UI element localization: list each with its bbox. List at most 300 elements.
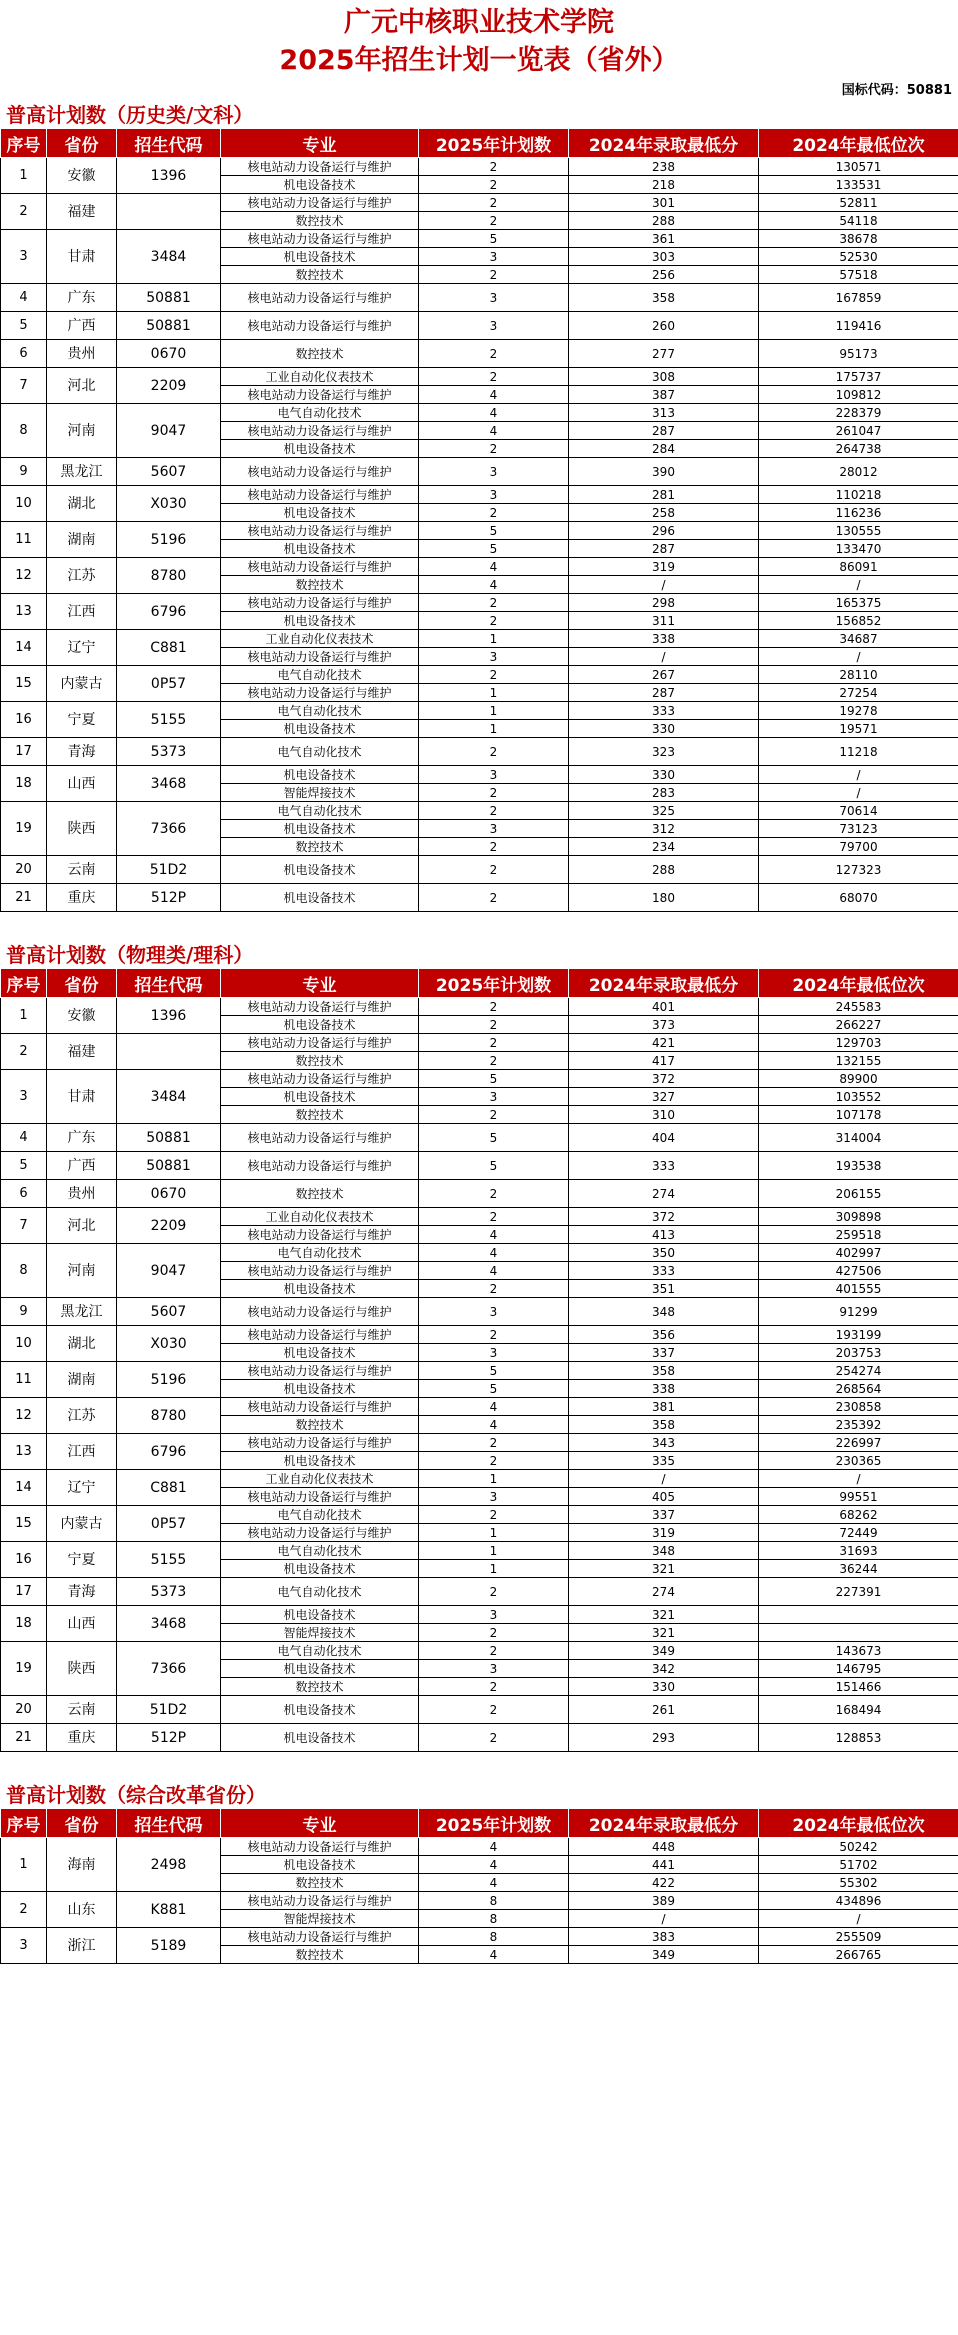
min-score-cell: 310 bbox=[569, 1106, 759, 1124]
min-score-cell: 389 bbox=[569, 1892, 759, 1910]
min-rank-cell: / bbox=[759, 784, 958, 802]
index-cell: 2 bbox=[1, 194, 47, 230]
section-spacer bbox=[0, 912, 958, 942]
enroll-code-cell: 9047 bbox=[117, 404, 221, 458]
table-row bbox=[1, 666, 958, 684]
min-rank-cell: 79700 bbox=[759, 838, 958, 856]
column-header: 专业 bbox=[221, 129, 419, 158]
enroll-code-cell: 8780 bbox=[117, 558, 221, 594]
plan-count-cell: 4 bbox=[419, 1838, 569, 1856]
table-row bbox=[1, 368, 958, 386]
province-cell: 河南 bbox=[47, 1244, 117, 1298]
min-rank-cell: 34687 bbox=[759, 630, 958, 648]
min-score-cell: 313 bbox=[569, 404, 759, 422]
min-rank-cell: 31693 bbox=[759, 1542, 958, 1560]
min-score-cell: / bbox=[569, 1910, 759, 1928]
enroll-code-cell bbox=[117, 194, 221, 230]
enroll-code-cell: X030 bbox=[117, 1326, 221, 1362]
major-cell: 机电设备技术 bbox=[221, 720, 419, 738]
min-rank-cell: 19278 bbox=[759, 702, 958, 720]
plan-count-cell: 2 bbox=[419, 1106, 569, 1124]
min-score-cell: 349 bbox=[569, 1946, 759, 1964]
min-rank-cell: 230365 bbox=[759, 1452, 958, 1470]
min-rank-cell: 57518 bbox=[759, 266, 958, 284]
table-row bbox=[1, 1642, 958, 1660]
enroll-code-cell: 6796 bbox=[117, 1434, 221, 1470]
enroll-code-cell: 50881 bbox=[117, 1152, 221, 1180]
plan-count-cell: 2 bbox=[419, 666, 569, 684]
min-rank-cell: 255509 bbox=[759, 1928, 958, 1946]
min-rank-cell: 402997 bbox=[759, 1244, 958, 1262]
min-score-cell: 301 bbox=[569, 194, 759, 212]
min-score-cell: 218 bbox=[569, 176, 759, 194]
plan-count-cell: 3 bbox=[419, 1298, 569, 1326]
min-score-cell: 261 bbox=[569, 1696, 759, 1724]
min-score-cell: 330 bbox=[569, 720, 759, 738]
major-cell: 机电设备技术 bbox=[221, 1016, 419, 1034]
province-cell: 江西 bbox=[47, 1434, 117, 1470]
table-row bbox=[1, 1070, 958, 1088]
major-cell: 机电设备技术 bbox=[221, 1452, 419, 1470]
major-cell: 机电设备技术 bbox=[221, 766, 419, 784]
min-score-cell: 298 bbox=[569, 594, 759, 612]
major-cell: 机电设备技术 bbox=[221, 1696, 419, 1724]
min-rank-cell: 107178 bbox=[759, 1106, 958, 1124]
plan-count-cell: 3 bbox=[419, 766, 569, 784]
major-cell: 数控技术 bbox=[221, 1416, 419, 1434]
major-cell: 机电设备技术 bbox=[221, 1724, 419, 1752]
index-cell: 21 bbox=[1, 884, 47, 912]
min-score-cell: 358 bbox=[569, 1416, 759, 1434]
min-rank-cell: 235392 bbox=[759, 1416, 958, 1434]
min-score-cell: 358 bbox=[569, 1362, 759, 1380]
province-cell: 黑龙江 bbox=[47, 1298, 117, 1326]
min-score-cell: 401 bbox=[569, 998, 759, 1016]
province-cell: 河北 bbox=[47, 368, 117, 404]
min-rank-cell: 165375 bbox=[759, 594, 958, 612]
table-row bbox=[1, 194, 958, 212]
province-cell: 安徽 bbox=[47, 158, 117, 194]
min-score-cell: 267 bbox=[569, 666, 759, 684]
major-cell: 电气自动化技术 bbox=[221, 1578, 419, 1606]
column-header: 招生代码 bbox=[117, 969, 221, 998]
major-cell: 机电设备技术 bbox=[221, 1280, 419, 1298]
table-row bbox=[1, 1434, 958, 1452]
min-score-cell: 312 bbox=[569, 820, 759, 838]
major-cell: 机电设备技术 bbox=[221, 1088, 419, 1106]
major-cell: 工业自动化仪表技术 bbox=[221, 630, 419, 648]
min-score-cell: 321 bbox=[569, 1624, 759, 1642]
column-header: 序号 bbox=[1, 969, 47, 998]
plan-count-cell: 4 bbox=[419, 1398, 569, 1416]
province-cell: 江西 bbox=[47, 594, 117, 630]
index-cell: 7 bbox=[1, 1208, 47, 1244]
plan-count-cell: 2 bbox=[419, 1280, 569, 1298]
major-cell: 核电站动力设备运行与维护 bbox=[221, 1124, 419, 1152]
index-cell: 13 bbox=[1, 594, 47, 630]
min-rank-cell: 434896 bbox=[759, 1892, 958, 1910]
min-rank-cell: 89900 bbox=[759, 1070, 958, 1088]
page-title: 广元中核职业技术学院 bbox=[344, 7, 614, 38]
plan-count-cell: 4 bbox=[419, 386, 569, 404]
index-cell: 12 bbox=[1, 558, 47, 594]
plan-count-cell: 3 bbox=[419, 1606, 569, 1624]
major-cell: 核电站动力设备运行与维护 bbox=[221, 386, 419, 404]
min-rank-cell: / bbox=[759, 576, 958, 594]
min-score-cell: 413 bbox=[569, 1226, 759, 1244]
min-rank-cell: 167859 bbox=[759, 284, 958, 312]
enroll-code-cell: 7366 bbox=[117, 1642, 221, 1696]
table-row bbox=[1, 738, 958, 766]
enroll-code-cell: 5155 bbox=[117, 702, 221, 738]
index-cell: 5 bbox=[1, 312, 47, 340]
major-cell: 机电设备技术 bbox=[221, 540, 419, 558]
min-rank-cell: 86091 bbox=[759, 558, 958, 576]
table-row bbox=[1, 458, 958, 486]
index-cell: 20 bbox=[1, 856, 47, 884]
plan-count-cell: 3 bbox=[419, 248, 569, 266]
plan-count-cell: 4 bbox=[419, 1262, 569, 1280]
plan-count-cell: 1 bbox=[419, 1470, 569, 1488]
min-score-cell: 288 bbox=[569, 856, 759, 884]
plan-count-cell: 1 bbox=[419, 1560, 569, 1578]
min-score-cell: 348 bbox=[569, 1298, 759, 1326]
table-row bbox=[1, 1180, 958, 1208]
plan-count-cell: 5 bbox=[419, 522, 569, 540]
major-cell: 电气自动化技术 bbox=[221, 1642, 419, 1660]
min-score-cell: 303 bbox=[569, 248, 759, 266]
min-rank-cell: 19571 bbox=[759, 720, 958, 738]
min-score-cell: 390 bbox=[569, 458, 759, 486]
major-cell: 核电站动力设备运行与维护 bbox=[221, 1326, 419, 1344]
table-row bbox=[1, 312, 958, 340]
enroll-code-cell: 3468 bbox=[117, 1606, 221, 1642]
min-rank-cell: 427506 bbox=[759, 1262, 958, 1280]
major-cell: 电气自动化技术 bbox=[221, 404, 419, 422]
province-cell: 湖北 bbox=[47, 1326, 117, 1362]
table-row bbox=[1, 1398, 958, 1416]
province-cell: 宁夏 bbox=[47, 1542, 117, 1578]
major-cell: 电气自动化技术 bbox=[221, 802, 419, 820]
plan-count-cell: 1 bbox=[419, 1542, 569, 1560]
table-header-row bbox=[1, 1809, 958, 1838]
table-row bbox=[1, 1578, 958, 1606]
index-cell: 11 bbox=[1, 1362, 47, 1398]
plan-table bbox=[0, 1808, 958, 1964]
min-rank-cell: 309898 bbox=[759, 1208, 958, 1226]
enroll-code-cell: K881 bbox=[117, 1892, 221, 1928]
major-cell: 核电站动力设备运行与维护 bbox=[221, 648, 419, 666]
plan-count-cell: 2 bbox=[419, 1180, 569, 1208]
plan-count-cell: 3 bbox=[419, 820, 569, 838]
major-cell: 智能焊接技术 bbox=[221, 1910, 419, 1928]
min-score-cell: 350 bbox=[569, 1244, 759, 1262]
major-cell: 核电站动力设备运行与维护 bbox=[221, 1226, 419, 1244]
min-rank-cell: 73123 bbox=[759, 820, 958, 838]
enroll-code-cell: 50881 bbox=[117, 284, 221, 312]
plan-count-cell: 2 bbox=[419, 194, 569, 212]
min-rank-cell: 245583 bbox=[759, 998, 958, 1016]
min-score-cell: 238 bbox=[569, 158, 759, 176]
table-row bbox=[1, 1696, 958, 1724]
min-score-cell: 405 bbox=[569, 1488, 759, 1506]
major-cell: 电气自动化技术 bbox=[221, 1244, 419, 1262]
min-rank-cell: 128853 bbox=[759, 1724, 958, 1752]
plan-count-cell: 3 bbox=[419, 284, 569, 312]
plan-count-cell: 5 bbox=[419, 1362, 569, 1380]
column-header: 2025年计划数 bbox=[419, 129, 569, 158]
plan-count-cell: 2 bbox=[419, 1434, 569, 1452]
index-cell: 19 bbox=[1, 802, 47, 856]
major-cell: 数控技术 bbox=[221, 212, 419, 230]
table-row bbox=[1, 522, 958, 540]
enroll-code-cell: 5607 bbox=[117, 458, 221, 486]
table-row bbox=[1, 1892, 958, 1910]
enroll-code-cell: 0670 bbox=[117, 1180, 221, 1208]
plan-count-cell: 2 bbox=[419, 1578, 569, 1606]
major-cell: 机电设备技术 bbox=[221, 1606, 419, 1624]
min-score-cell: 337 bbox=[569, 1344, 759, 1362]
enroll-code-cell bbox=[117, 1034, 221, 1070]
major-cell: 电气自动化技术 bbox=[221, 1506, 419, 1524]
min-score-cell: / bbox=[569, 1470, 759, 1488]
min-score-cell: / bbox=[569, 648, 759, 666]
min-rank-cell: 36244 bbox=[759, 1560, 958, 1578]
column-header: 2024年录取最低分 bbox=[569, 1809, 759, 1838]
index-cell: 6 bbox=[1, 1180, 47, 1208]
province-cell: 广西 bbox=[47, 312, 117, 340]
province-cell: 山西 bbox=[47, 766, 117, 802]
province-cell: 福建 bbox=[47, 1034, 117, 1070]
index-cell: 6 bbox=[1, 340, 47, 368]
column-header: 2024年最低位次 bbox=[759, 129, 958, 158]
plan-count-cell: 4 bbox=[419, 422, 569, 440]
enroll-code-cell: 6796 bbox=[117, 594, 221, 630]
min-score-cell: 422 bbox=[569, 1874, 759, 1892]
index-cell: 8 bbox=[1, 1244, 47, 1298]
min-score-cell: 404 bbox=[569, 1124, 759, 1152]
plan-count-cell: 3 bbox=[419, 1088, 569, 1106]
enroll-code-cell: 0670 bbox=[117, 340, 221, 368]
major-cell: 工业自动化仪表技术 bbox=[221, 1470, 419, 1488]
enroll-code-cell: 5189 bbox=[117, 1928, 221, 1964]
plan-count-cell: 2 bbox=[419, 266, 569, 284]
min-score-cell: 337 bbox=[569, 1506, 759, 1524]
min-score-cell: 342 bbox=[569, 1660, 759, 1678]
column-header: 2024年最低位次 bbox=[759, 969, 958, 998]
min-score-cell: 356 bbox=[569, 1326, 759, 1344]
index-cell: 8 bbox=[1, 404, 47, 458]
table-row bbox=[1, 1542, 958, 1560]
plan-count-cell: 8 bbox=[419, 1892, 569, 1910]
min-score-cell: 258 bbox=[569, 504, 759, 522]
major-cell: 工业自动化仪表技术 bbox=[221, 1208, 419, 1226]
min-rank-cell: 254274 bbox=[759, 1362, 958, 1380]
plan-count-cell: 2 bbox=[419, 998, 569, 1016]
province-cell: 云南 bbox=[47, 1696, 117, 1724]
major-cell: 核电站动力设备运行与维护 bbox=[221, 1298, 419, 1326]
plan-count-cell: 2 bbox=[419, 1624, 569, 1642]
table-row bbox=[1, 284, 958, 312]
province-cell: 甘肃 bbox=[47, 230, 117, 284]
enroll-code-cell: 512P bbox=[117, 1724, 221, 1752]
min-rank-cell: 133531 bbox=[759, 176, 958, 194]
index-cell: 1 bbox=[1, 998, 47, 1034]
plan-count-cell: 2 bbox=[419, 1326, 569, 1344]
index-cell: 3 bbox=[1, 1070, 47, 1124]
min-score-cell: 361 bbox=[569, 230, 759, 248]
plan-table bbox=[0, 128, 958, 912]
major-cell: 数控技术 bbox=[221, 266, 419, 284]
province-cell: 湖南 bbox=[47, 1362, 117, 1398]
enroll-code-cell: 5196 bbox=[117, 522, 221, 558]
enroll-code-cell: X030 bbox=[117, 486, 221, 522]
plan-count-cell: 1 bbox=[419, 684, 569, 702]
plan-count-cell: 2 bbox=[419, 1452, 569, 1470]
min-score-cell: 281 bbox=[569, 486, 759, 504]
min-rank-cell: 91299 bbox=[759, 1298, 958, 1326]
min-score-cell: 293 bbox=[569, 1724, 759, 1752]
enroll-code-cell: 50881 bbox=[117, 312, 221, 340]
province-cell: 湖北 bbox=[47, 486, 117, 522]
min-score-cell: 381 bbox=[569, 1398, 759, 1416]
major-cell: 核电站动力设备运行与维护 bbox=[221, 1928, 419, 1946]
major-cell: 机电设备技术 bbox=[221, 884, 419, 912]
major-cell: 机电设备技术 bbox=[221, 440, 419, 458]
min-score-cell: 351 bbox=[569, 1280, 759, 1298]
major-cell: 核电站动力设备运行与维护 bbox=[221, 522, 419, 540]
min-rank-cell: 70614 bbox=[759, 802, 958, 820]
plan-count-cell: 1 bbox=[419, 630, 569, 648]
table-row bbox=[1, 340, 958, 368]
major-cell: 机电设备技术 bbox=[221, 612, 419, 630]
plan-count-cell: 4 bbox=[419, 1226, 569, 1244]
min-score-cell: 348 bbox=[569, 1542, 759, 1560]
table-row bbox=[1, 1208, 958, 1226]
index-cell: 16 bbox=[1, 1542, 47, 1578]
plan-count-cell: 5 bbox=[419, 540, 569, 558]
plan-count-cell: 3 bbox=[419, 648, 569, 666]
index-cell: 16 bbox=[1, 702, 47, 738]
enroll-code-cell: 50881 bbox=[117, 1124, 221, 1152]
enroll-code-cell: 512P bbox=[117, 884, 221, 912]
min-rank-cell: 175737 bbox=[759, 368, 958, 386]
min-rank-cell: 116236 bbox=[759, 504, 958, 522]
table-row bbox=[1, 1606, 958, 1624]
major-cell: 机电设备技术 bbox=[221, 1660, 419, 1678]
plan-count-cell: 2 bbox=[419, 884, 569, 912]
min-rank-cell: 68070 bbox=[759, 884, 958, 912]
table-row bbox=[1, 1034, 958, 1052]
min-rank-cell: 55302 bbox=[759, 1874, 958, 1892]
index-cell: 10 bbox=[1, 1326, 47, 1362]
table-row bbox=[1, 1298, 958, 1326]
min-rank-cell: 38678 bbox=[759, 230, 958, 248]
province-cell: 湖南 bbox=[47, 522, 117, 558]
section-spacer bbox=[0, 1752, 958, 1782]
min-rank-cell: / bbox=[759, 766, 958, 784]
plan-count-cell: 2 bbox=[419, 594, 569, 612]
plan-count-cell: 4 bbox=[419, 576, 569, 594]
min-score-cell: 319 bbox=[569, 1524, 759, 1542]
major-cell: 数控技术 bbox=[221, 1678, 419, 1696]
enroll-code-cell: C881 bbox=[117, 630, 221, 666]
min-rank-cell: 127323 bbox=[759, 856, 958, 884]
index-cell: 10 bbox=[1, 486, 47, 522]
min-score-cell: 311 bbox=[569, 612, 759, 630]
min-rank-cell: 151466 bbox=[759, 1678, 958, 1696]
major-cell: 工业自动化仪表技术 bbox=[221, 368, 419, 386]
plan-count-cell: 3 bbox=[419, 458, 569, 486]
min-score-cell: 330 bbox=[569, 766, 759, 784]
column-header: 省份 bbox=[47, 129, 117, 158]
min-rank-cell: 68262 bbox=[759, 1506, 958, 1524]
major-cell: 机电设备技术 bbox=[221, 176, 419, 194]
province-cell: 贵州 bbox=[47, 340, 117, 368]
enroll-code-cell: 3468 bbox=[117, 766, 221, 802]
major-cell: 核电站动力设备运行与维护 bbox=[221, 422, 419, 440]
table-row bbox=[1, 1124, 958, 1152]
min-score-cell: 274 bbox=[569, 1578, 759, 1606]
enroll-code-cell: 3484 bbox=[117, 230, 221, 284]
major-cell: 机电设备技术 bbox=[221, 820, 419, 838]
major-cell: 核电站动力设备运行与维护 bbox=[221, 1434, 419, 1452]
section-title: 普高计划数（综合改革省份） bbox=[6, 1783, 266, 1807]
table-row bbox=[1, 1244, 958, 1262]
min-score-cell: 180 bbox=[569, 884, 759, 912]
plan-count-cell: 1 bbox=[419, 702, 569, 720]
plan-count-cell: 2 bbox=[419, 856, 569, 884]
min-score-cell: 417 bbox=[569, 1052, 759, 1070]
min-rank-cell: 203753 bbox=[759, 1344, 958, 1362]
min-rank-cell: 266227 bbox=[759, 1016, 958, 1034]
min-score-cell: 333 bbox=[569, 1152, 759, 1180]
min-score-cell: 372 bbox=[569, 1208, 759, 1226]
major-cell: 电气自动化技术 bbox=[221, 702, 419, 720]
major-cell: 电气自动化技术 bbox=[221, 1542, 419, 1560]
province-cell: 河南 bbox=[47, 404, 117, 458]
enroll-code-cell: 0P57 bbox=[117, 666, 221, 702]
major-cell: 数控技术 bbox=[221, 1106, 419, 1124]
major-cell: 智能焊接技术 bbox=[221, 784, 419, 802]
major-cell: 核电站动力设备运行与维护 bbox=[221, 1362, 419, 1380]
min-score-cell: 358 bbox=[569, 284, 759, 312]
plan-count-cell: 2 bbox=[419, 1016, 569, 1034]
province-cell: 辽宁 bbox=[47, 630, 117, 666]
table-row bbox=[1, 998, 958, 1016]
plan-table bbox=[0, 968, 958, 1752]
plan-count-cell: 8 bbox=[419, 1910, 569, 1928]
min-rank-cell: 103552 bbox=[759, 1088, 958, 1106]
index-cell: 3 bbox=[1, 230, 47, 284]
plan-count-cell: 2 bbox=[419, 738, 569, 766]
major-cell: 数控技术 bbox=[221, 340, 419, 368]
min-score-cell: 287 bbox=[569, 422, 759, 440]
index-cell: 14 bbox=[1, 1470, 47, 1506]
table-row bbox=[1, 1362, 958, 1380]
major-cell: 核电站动力设备运行与维护 bbox=[221, 1838, 419, 1856]
min-rank-cell: 266765 bbox=[759, 1946, 958, 1964]
min-score-cell: 287 bbox=[569, 684, 759, 702]
plan-count-cell: 2 bbox=[419, 1678, 569, 1696]
min-score-cell: 321 bbox=[569, 1606, 759, 1624]
major-cell: 数控技术 bbox=[221, 1874, 419, 1892]
column-header: 2025年计划数 bbox=[419, 969, 569, 998]
table-row bbox=[1, 1928, 958, 1946]
min-score-cell: / bbox=[569, 576, 759, 594]
table-row bbox=[1, 630, 958, 648]
plan-count-cell: 1 bbox=[419, 1524, 569, 1542]
